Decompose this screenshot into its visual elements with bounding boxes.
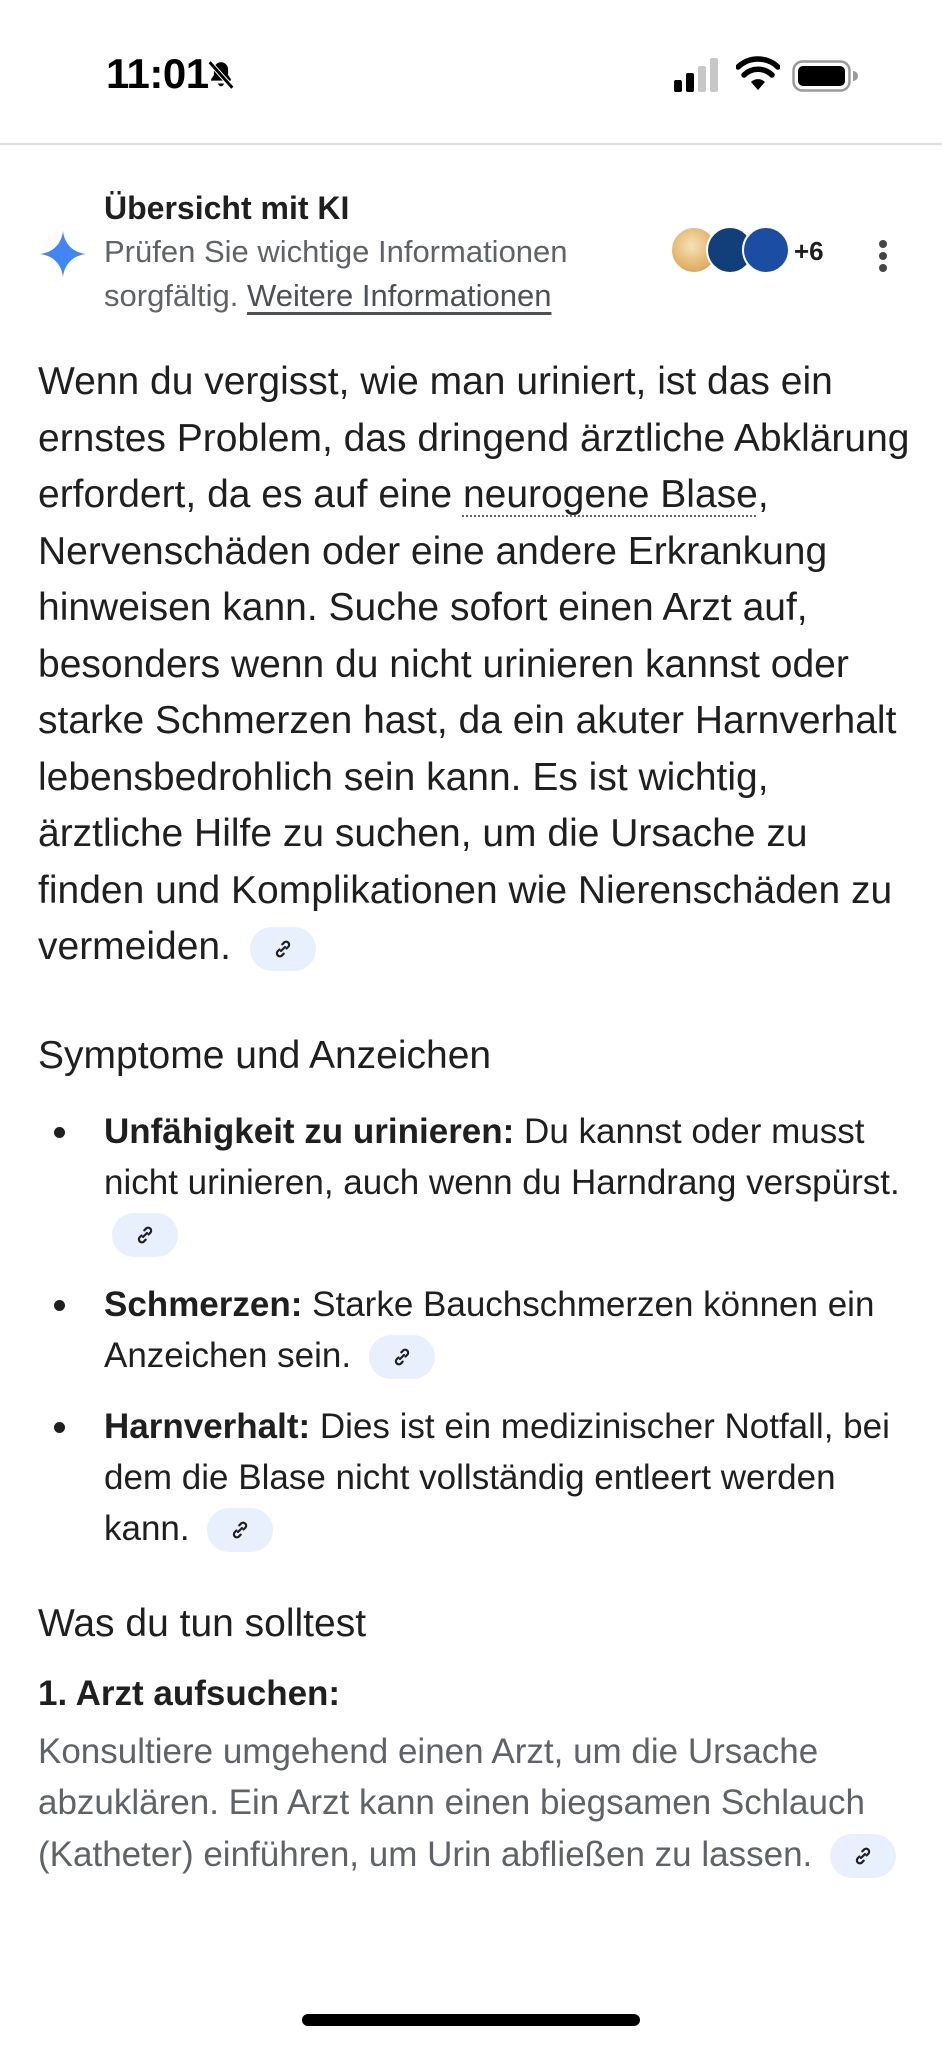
more-info-link[interactable]: Weitere Informationen [247, 278, 552, 313]
intro-text: , Nervenschäden oder eine andere Erkrankung hinweisen kann. Suche sofort einen Arzt auf, besonders wenn du nicht urinieren kannst oder starke Schmerzen hast, da ein akuter Harnverhalt lebensbedrohlich sein kann. Es ist wichtig, ärztliche Hilfe zu suchen, um die Ursache zu finden und Komplikationen wie Nierenschäden zu vermeiden. [38, 473, 897, 968]
source-link-chip[interactable] [250, 927, 316, 971]
source-link-chip[interactable] [207, 1508, 273, 1552]
link-icon [133, 1223, 157, 1247]
ai-overview-title: Übersicht mit KI [104, 190, 350, 226]
list-item [38, 1401, 918, 1554]
source-link-chip[interactable] [112, 1213, 178, 1257]
link-icon [390, 1345, 414, 1369]
cellular-signal-icon [674, 58, 722, 92]
bullet-dot [54, 1127, 65, 1138]
bullet-dot [54, 1300, 65, 1311]
symptom-label: Schmerzen: [104, 1284, 303, 1324]
list-item [38, 1279, 918, 1381]
ai-overview-header [0, 180, 942, 320]
more-sources-count[interactable]: +6 [794, 236, 824, 266]
step-text-content: Konsultiere umgehend einen Arzt, um die Ursache abzuklären. Ein Arzt kann einen biegsamen Schlauch (Katheter) einführen, um Urin abfließen zu lassen. [38, 1731, 865, 1874]
symptom-text: Du kannst oder musst nicht urinieren, auch wenn du Harndrang verspürst. [104, 1111, 900, 1202]
source-avatar[interactable] [742, 226, 790, 274]
ai-overview-content [38, 354, 918, 1880]
disclaimer-text: Prüfen Sie wichtige Informationen sorgfältig. [104, 234, 568, 313]
symptoms-heading: Symptome und Anzeichen [38, 1033, 492, 1077]
more-options-icon[interactable] [868, 236, 898, 276]
source-link-chip[interactable] [830, 1834, 896, 1878]
source-link-chip[interactable] [369, 1335, 435, 1379]
link-icon [851, 1844, 875, 1868]
bullet-dot [54, 1422, 65, 1433]
intro-paragraph [38, 354, 918, 976]
symptoms-list [38, 1106, 918, 1554]
step-text [38, 1726, 918, 1881]
symptom-label: Harnverhalt: [104, 1406, 311, 1446]
bell-slash-icon [204, 58, 238, 92]
source-avatars[interactable] [670, 226, 830, 276]
symptom-text: Starke Bauchschmerzen können ein Anzeichen sein. [104, 1284, 875, 1375]
glossary-term[interactable]: neurogene Blase [462, 473, 758, 516]
symptom-label: Unfähigkeit zu urinieren: [104, 1111, 515, 1151]
intro-text: Wenn du vergisst, wie man uriniert, ist das ein ernstes Problem, das dringend ärztliche Abklärung erfordert, da es auf eine [38, 360, 910, 516]
link-icon [228, 1518, 252, 1542]
list-item [38, 1106, 918, 1259]
status-time: 11:01 [106, 50, 209, 97]
todo-heading: Was du tun solltest [38, 1601, 367, 1645]
step-title: 1. Arzt aufsuchen: [38, 1673, 341, 1713]
wifi-icon [736, 56, 780, 92]
home-indicator[interactable] [302, 2014, 640, 2026]
link-icon [271, 937, 295, 961]
gemini-sparkle-icon [40, 231, 86, 277]
battery-icon [792, 60, 858, 92]
symptom-text: Dies ist ein medizinischer Notfall, bei dem die Blase nicht vollständig entleert werden kann. [104, 1406, 890, 1548]
ai-overview-disclaimer [104, 230, 624, 318]
status-bar [0, 0, 942, 145]
